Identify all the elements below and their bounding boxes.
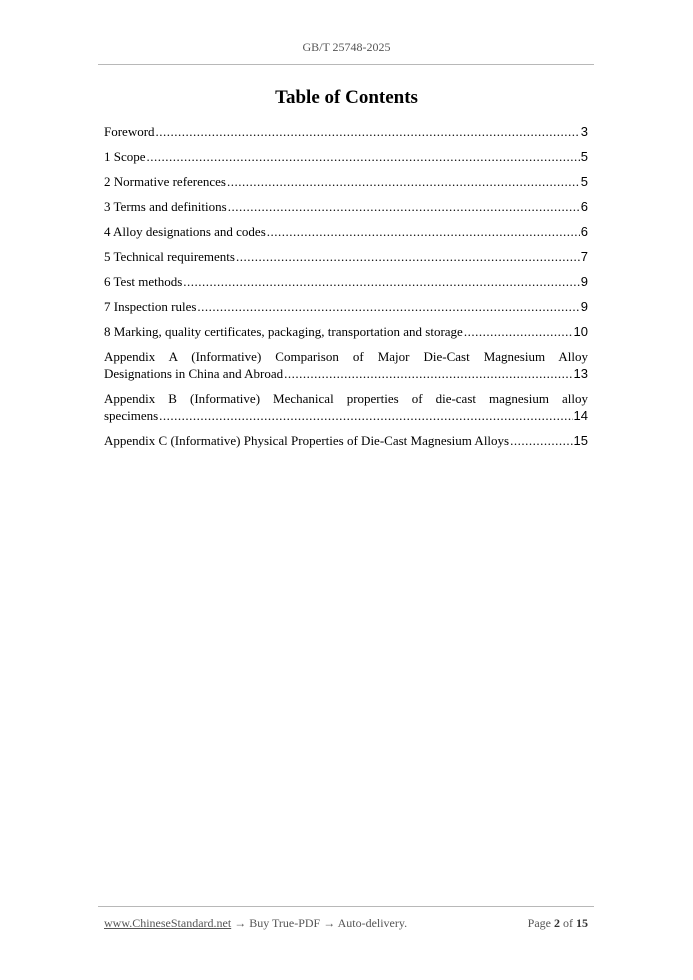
toc-label-line1: Appendix A (Informative) Comparison of Major Die-Cast Magnesium Alloy: [104, 349, 588, 364]
toc-page-number: 10: [573, 324, 588, 339]
toc-page-number: 13: [573, 366, 588, 381]
website-link[interactable]: www.ChineseStandard.net: [104, 916, 232, 930]
toc-entry-scope[interactable]: [104, 148, 588, 165]
footer-divider: [98, 906, 594, 907]
toc-page-number: 5: [580, 149, 588, 164]
page-footer: [104, 916, 588, 931]
footer-left: [104, 916, 407, 931]
toc-label-line2-row: [104, 365, 588, 382]
toc-leader-dots: [464, 323, 573, 340]
toc-entry-technical-requirements[interactable]: [104, 248, 588, 265]
toc-page-number: 6: [580, 199, 588, 214]
toc-page-number: 15: [573, 433, 588, 448]
toc-entry-appendix-a[interactable]: [104, 348, 588, 382]
current-page: 2: [554, 916, 560, 930]
toc-leader-dots: [197, 298, 579, 315]
toc-label: 8 Marking, quality certificates, packaging, transportation and storage: [104, 324, 463, 339]
toc-label: 7 Inspection rules: [104, 299, 197, 314]
toc-entry-inspection-rules[interactable]: [104, 298, 588, 315]
header-doc-id: GB/T 25748-2025: [302, 40, 391, 54]
toc-leader-dots: [228, 198, 580, 215]
toc-leader-dots: [183, 273, 579, 290]
toc-page-number: 7: [580, 249, 588, 264]
toc-page-number: 14: [573, 408, 588, 423]
toc-label-line1: Appendix B (Informative) Mechanical properties of die-cast magnesium alloy: [104, 391, 588, 406]
toc-entry-terms-definitions[interactable]: [104, 198, 588, 215]
toc-entry-appendix-c[interactable]: [104, 432, 588, 449]
of-word: of: [563, 916, 573, 930]
toc-entry-foreword[interactable]: [104, 123, 588, 140]
toc-label: Foreword: [104, 124, 155, 139]
toc-page-number: 9: [580, 274, 588, 289]
toc-label: Appendix C (Informative) Physical Properties of Die-Cast Magnesium Alloys: [104, 433, 510, 448]
toc-label: 1 Scope: [104, 149, 146, 164]
toc-entry-test-methods[interactable]: [104, 273, 588, 290]
table-of-contents: [104, 123, 588, 457]
toc-label: 4 Alloy designations and codes: [104, 224, 266, 239]
toc-label: 3 Terms and definitions: [104, 199, 227, 214]
toc-leader-dots: [159, 407, 572, 424]
toc-leader-dots: [156, 123, 580, 140]
toc-label: 5 Technical requirements: [104, 249, 235, 264]
toc-entry-marking[interactable]: [104, 323, 588, 340]
toc-leader-dots: [147, 148, 580, 165]
total-pages: 15: [576, 916, 588, 930]
toc-page-number: 5: [580, 174, 588, 189]
toc-page-number: 6: [580, 224, 588, 239]
toc-leader-dots: [267, 223, 580, 240]
toc-label-line2: specimens: [104, 408, 159, 423]
toc-page-number: 3: [580, 124, 588, 139]
toc-label: 6 Test methods: [104, 274, 183, 289]
toc-label: 2 Normative references: [104, 174, 226, 189]
page-word: Page: [527, 916, 551, 930]
toc-leader-dots: [236, 248, 580, 265]
toc-entry-alloy-designations[interactable]: [104, 223, 588, 240]
footer-promo: → Buy True-PDF → Auto-delivery.: [231, 916, 408, 930]
toc-page-number: 9: [580, 299, 588, 314]
toc-leader-dots: [227, 173, 580, 190]
page-title: Table of Contents: [275, 87, 418, 108]
toc-leader-dots: [510, 432, 572, 449]
toc-leader-dots: [284, 365, 572, 382]
toc-label-line2-row: [104, 407, 588, 424]
header-divider: [98, 64, 594, 65]
toc-entry-appendix-b[interactable]: [104, 390, 588, 424]
page-indicator: [528, 916, 588, 931]
toc-label-line2: Designations in China and Abroad: [104, 366, 284, 381]
toc-entry-normative-references[interactable]: [104, 173, 588, 190]
